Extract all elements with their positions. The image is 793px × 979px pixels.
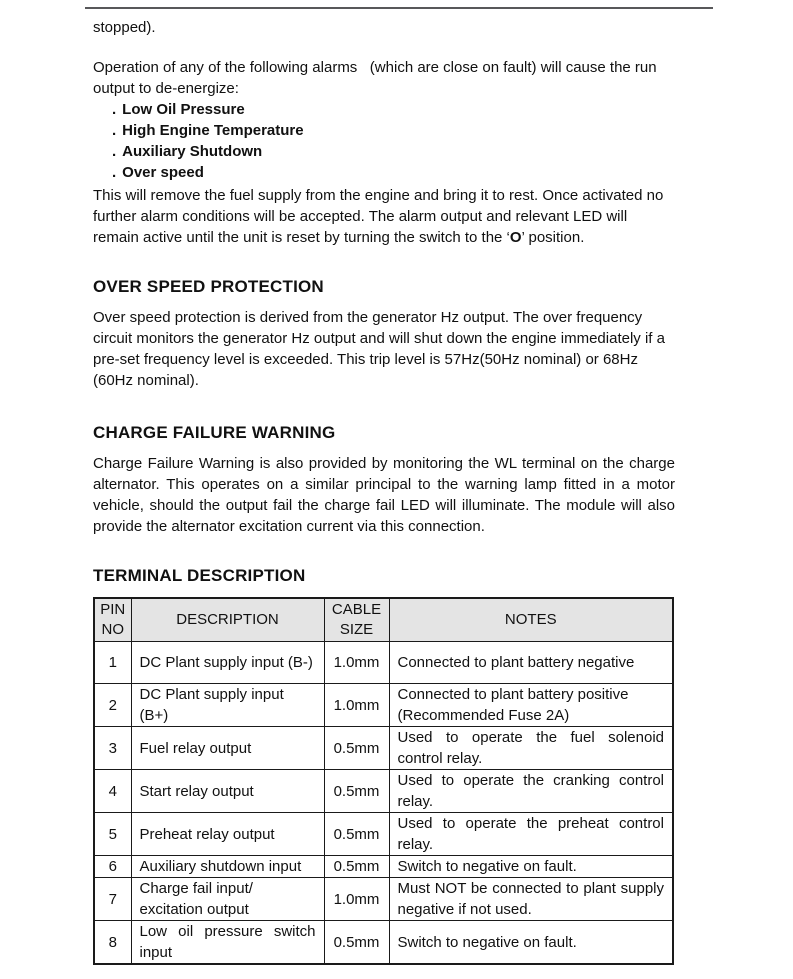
- col-header-pin-no: PIN NO: [94, 598, 131, 642]
- pin-description: Low oil pressure switch input: [131, 921, 324, 965]
- alarm-label: Auxiliary Shutdown: [122, 143, 263, 160]
- alarm-outro-paragraph: [93, 185, 675, 248]
- table-row: [94, 856, 673, 878]
- pin-notes: Used to operate the fuel solenoid control relay.: [389, 727, 673, 770]
- pin-number: 1: [94, 642, 131, 684]
- table-row: [94, 921, 673, 965]
- bullet-dot: .: [112, 101, 117, 118]
- pin-notes: Used to operate the preheat control relay.: [389, 813, 673, 856]
- cable-size: 0.5mm: [324, 770, 389, 813]
- pin-number: 2: [94, 684, 131, 727]
- table-header-row: [94, 598, 673, 642]
- alarm-list-item: [112, 120, 675, 141]
- outro-bold-o: O: [509, 229, 522, 246]
- alarm-intro-paragraph: Operation of any of the following alarms (which are close on fault) will cause the run output to de-energize:: [93, 59, 657, 97]
- table-row: [94, 684, 673, 727]
- carryover-text: stopped).: [93, 19, 156, 36]
- pin-description: Fuel relay output: [131, 727, 324, 770]
- outro-text-before: This will remove the fuel supply from the engine and bring it to rest. Once activated no further alarm conditions will be accepted. The alarm output and relevant LED will remain active until the unit is reset by turning the switch to the ‘: [93, 187, 664, 246]
- bullet-dot: .: [112, 122, 117, 139]
- pin-description: Auxiliary shutdown input: [131, 856, 324, 878]
- terminal-description-heading: TERMINAL DESCRIPTION: [93, 566, 306, 585]
- alarm-list-item: [112, 99, 675, 120]
- cable-size: 0.5mm: [324, 727, 389, 770]
- pin-description: Preheat relay output: [131, 813, 324, 856]
- table-row: [94, 813, 673, 856]
- pin-notes: Switch to negative on fault.: [389, 921, 673, 965]
- alarm-list-item: [112, 162, 675, 183]
- alarm-label: High Engine Temperature: [122, 122, 304, 139]
- col-header-cable-size: CABLE SIZE: [324, 598, 389, 642]
- cable-size: 1.0mm: [324, 684, 389, 727]
- pin-notes: Switch to negative on fault.: [389, 856, 673, 878]
- over-speed-paragraph: Over speed protection is derived from the generator Hz output. The over frequency circuit monitors the generator Hz output and will shut down the engine immediately if a pre-set frequency level is exceeded. This trip level is 57Hz(50Hz nominal) or 68Hz (60Hz nominal).: [93, 309, 665, 389]
- pin-description: Charge fail input/ excitation output: [131, 878, 324, 921]
- charge-failure-paragraph: Charge Failure Warning is also provided by monitoring the WL terminal on the charge alternator. This operates on a similar principal to the warning lamp fitted in a motor vehicle, should the output fail the charge fail LED will illuminate. The module will also provide the alternator excitation current via this connection.: [93, 455, 675, 535]
- cable-size: 0.5mm: [324, 921, 389, 965]
- bullet-dot: .: [112, 164, 117, 181]
- pin-number: 3: [94, 727, 131, 770]
- pin-number: 6: [94, 856, 131, 878]
- page-top-rule: [85, 7, 713, 9]
- over-speed-heading: OVER SPEED PROTECTION: [93, 277, 324, 296]
- outro-text-after: ’ position.: [521, 229, 585, 246]
- col-header-description: DESCRIPTION: [131, 598, 324, 642]
- table-row: [94, 770, 673, 813]
- pin-notes: Used to operate the cranking control relay.: [389, 770, 673, 813]
- bullet-dot: .: [112, 143, 117, 160]
- alarm-list: [93, 99, 675, 183]
- pin-description: DC Plant supply input (B+): [131, 684, 324, 727]
- terminal-description-table: [93, 597, 674, 965]
- cable-size: 1.0mm: [324, 878, 389, 921]
- alarm-label: Low Oil Pressure: [122, 101, 245, 118]
- alarm-list-item: [112, 141, 675, 162]
- table-row: [94, 642, 673, 684]
- table-row: [94, 727, 673, 770]
- pin-number: 7: [94, 878, 131, 921]
- cable-size: 0.5mm: [324, 813, 389, 856]
- pin-number: 5: [94, 813, 131, 856]
- charge-failure-heading: CHARGE FAILURE WARNING: [93, 423, 336, 442]
- pin-description: Start relay output: [131, 770, 324, 813]
- manual-page: [0, 7, 793, 979]
- cable-size: 1.0mm: [324, 642, 389, 684]
- pin-number: 4: [94, 770, 131, 813]
- table-row: [94, 878, 673, 921]
- alarm-label: Over speed: [122, 164, 204, 181]
- pin-number: 8: [94, 921, 131, 965]
- pin-description: DC Plant supply input (B-): [131, 642, 324, 684]
- col-header-notes: NOTES: [389, 598, 673, 642]
- cable-size: 0.5mm: [324, 856, 389, 878]
- page-content: [93, 17, 675, 965]
- pin-notes: Must NOT be connected to plant supply negative if not used.: [389, 878, 673, 921]
- pin-notes: Connected to plant battery positive (Recommended Fuse 2A): [389, 684, 673, 727]
- pin-notes: Connected to plant battery negative: [389, 642, 673, 684]
